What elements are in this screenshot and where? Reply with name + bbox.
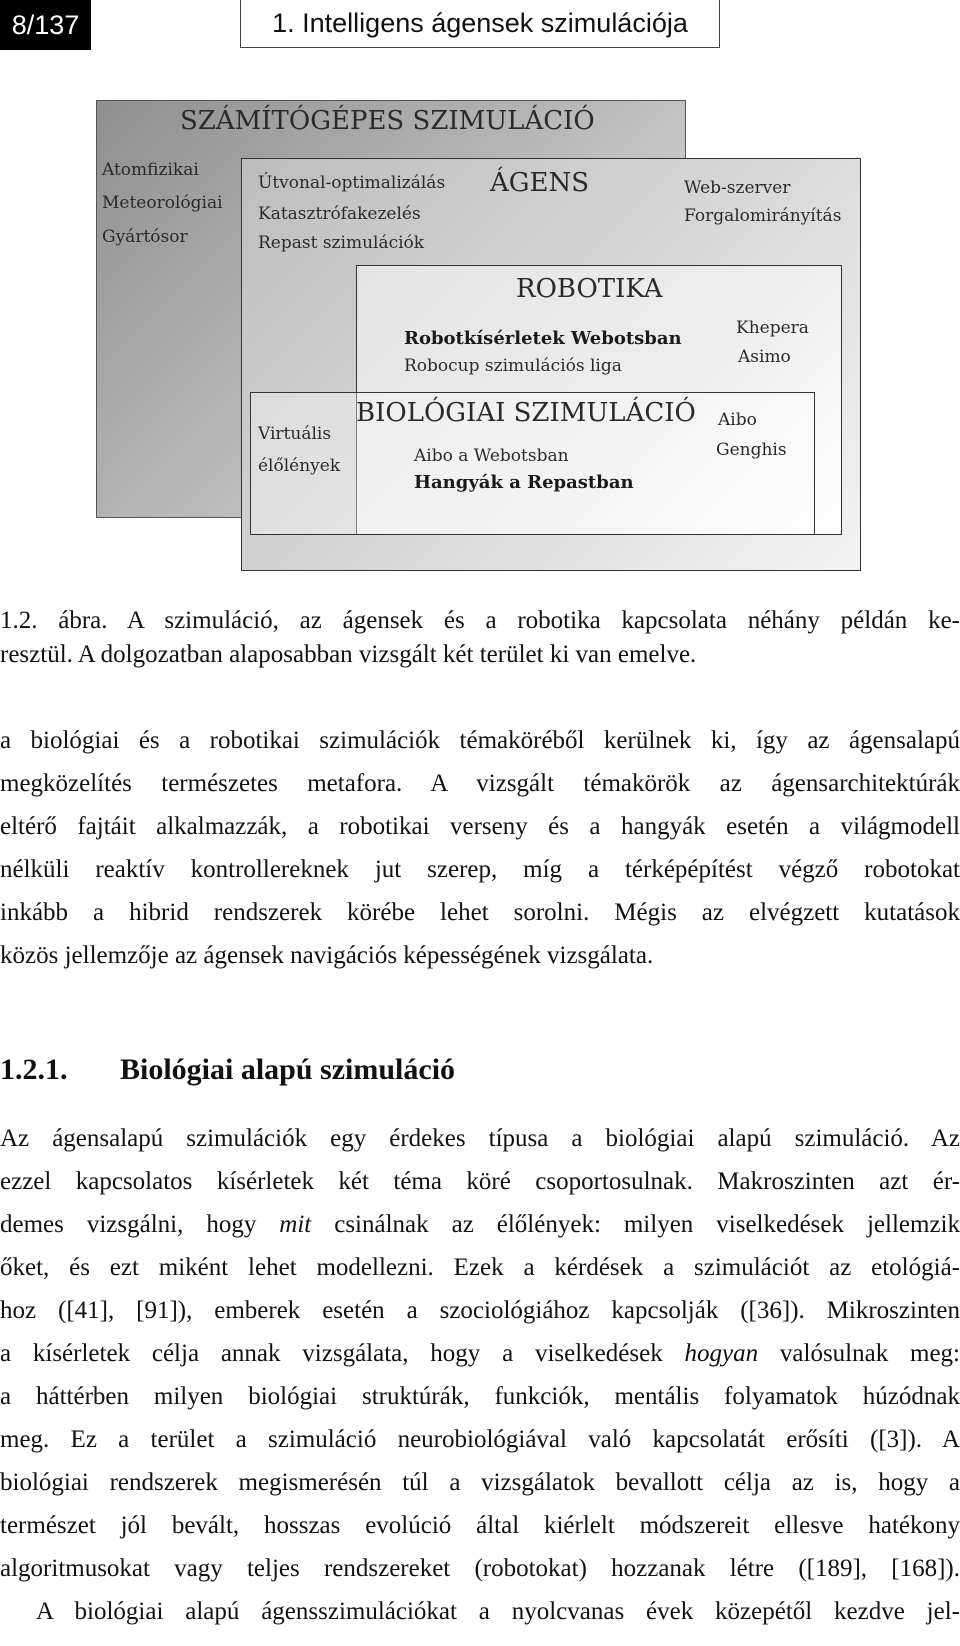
- figure-title: SZÁMÍTÓGÉPES SZIMULÁCIÓ: [180, 106, 595, 136]
- robotics-item: Robocup szimulációs liga: [404, 356, 622, 376]
- bio-item: Aibo a Webotsban: [414, 446, 569, 466]
- paragraph-line: hoz ([41], [91]), emberek esetén a szociológiához kapcsolják ([36]). Mikroszinten: [0, 1297, 960, 1324]
- bio-right-item: Aibo: [718, 410, 757, 430]
- figure-caption-line: resztül. A dolgozatban alaposabban vizsgált két terület ki van emelve.: [0, 641, 697, 668]
- text-run: valósulnak meg:: [758, 1340, 960, 1367]
- agent-item: Katasztrófakezelés: [258, 204, 421, 224]
- page-indicator: 8/137: [0, 0, 91, 50]
- bio-right-item: Genghis: [716, 440, 787, 460]
- right-item: Forgalomirányítás: [684, 206, 842, 226]
- text-run: csinálnak az élőlények: milyen viselkedések jellemzik: [311, 1211, 960, 1238]
- section-number: 1.2.1.: [0, 1053, 68, 1086]
- paragraph-line: a biológiai és a robotikai szimulációk témaköréből kerülnek ki, így az ágensalapú: [0, 727, 960, 754]
- right-item: Web-szerver: [684, 178, 791, 198]
- section-heading: [0, 1055, 455, 1085]
- section-title: Biológiai alapú szimuláció: [120, 1053, 456, 1086]
- figure-diagram: [0, 0, 960, 580]
- paragraph-line: megközelítés természetes metafora. A vizsgált témakörök az ágensarchitektúrák: [0, 770, 960, 797]
- paragraph-line: [0, 1341, 960, 1366]
- virtual-item: élőlények: [258, 456, 341, 476]
- paragraph-line: [0, 1212, 960, 1237]
- sim-item: Meteorológiai: [102, 193, 223, 213]
- agent-item: Repast szimulációk: [258, 233, 425, 253]
- paragraph-line: őket, és ezt miként lehet modellezni. Ezek a kérdések a szimulációt az etológiá-: [0, 1254, 960, 1281]
- sim-item: Gyártósor: [102, 227, 188, 247]
- paragraph-line: biológiai rendszerek megismerésén túl a vizsgálatok bevallott célja az is, hogy a: [0, 1469, 960, 1496]
- paragraph-line: nélküli reaktív kontrollereknek jut szerep, míg a térképépítést végző robotokat: [0, 856, 960, 883]
- agent-item: Útvonal-optimalizálás: [258, 173, 446, 193]
- paragraph-line: a háttérben milyen biológiai struktúrák, funkciók, mentális folyamatok húzódnak: [0, 1383, 960, 1410]
- paragraph-line: A biológiai alapú ágensszimulációkat a nyolcvanas évek közepétől kezdve jel-: [36, 1598, 960, 1625]
- paragraph-line: meg. Ez a terület a szimuláció neurobiológiával való kapcsolatát erősíti ([3]). A: [0, 1426, 960, 1453]
- robotics-label: ROBOTIKA: [516, 274, 663, 304]
- italic-word: mit: [279, 1211, 312, 1238]
- paragraph-line: közös jellemzője az ágensek navigációs képességének vizsgálata.: [0, 942, 654, 969]
- robot-item: Asimo: [738, 347, 791, 367]
- robotics-bold-item: Robotkísérletek Webotsban: [404, 328, 682, 349]
- bio-label: BIOLÓGIAI SZIMULÁCIÓ: [356, 398, 696, 428]
- text-run: demes vizsgálni, hogy: [0, 1211, 280, 1238]
- robot-item: Khepera: [736, 318, 809, 338]
- paragraph-line: eltérő fajtáit alkalmazzák, a robotikai verseny és a hangyák esetén a világmodell: [0, 813, 960, 840]
- paragraph-line: ezzel kapcsolatos kísérletek két téma köré csoportosulnak. Makroszinten azt ér-: [0, 1168, 960, 1195]
- italic-word: hogyan: [684, 1340, 759, 1367]
- paragraph-line: algoritmusokat vagy teljes rendszereket (robotokat) hozzanak létre ([189], [168]).: [0, 1555, 960, 1582]
- paragraph-line: természet jól bevált, hosszas evolúció által kiérlelt módszereit ellesve hatékony: [0, 1512, 960, 1539]
- figure-caption-line: 1.2. ábra. A szimuláció, az ágensek és a robotika kapcsolata néhány példán ke-: [0, 607, 960, 634]
- agent-label: ÁGENS: [490, 168, 590, 198]
- sim-item: Atomfizikai: [102, 160, 199, 180]
- virtual-item: Virtuális: [258, 424, 332, 444]
- chapter-title: 1. Intelligens ágensek szimulációja: [240, 0, 720, 48]
- paragraph-line: inkább a hibrid rendszerek körébe lehet sorolni. Mégis az elvégzett kutatások: [0, 899, 960, 926]
- paragraph-line: Az ágensalapú szimulációk egy érdekes típusa a biológiai alapú szimuláció. Az: [0, 1125, 960, 1152]
- bio-bold-item: Hangyák a Repastban: [414, 472, 634, 493]
- text-run: a kísérletek célja annak vizsgálata, hogy a viselkedések: [0, 1340, 685, 1367]
